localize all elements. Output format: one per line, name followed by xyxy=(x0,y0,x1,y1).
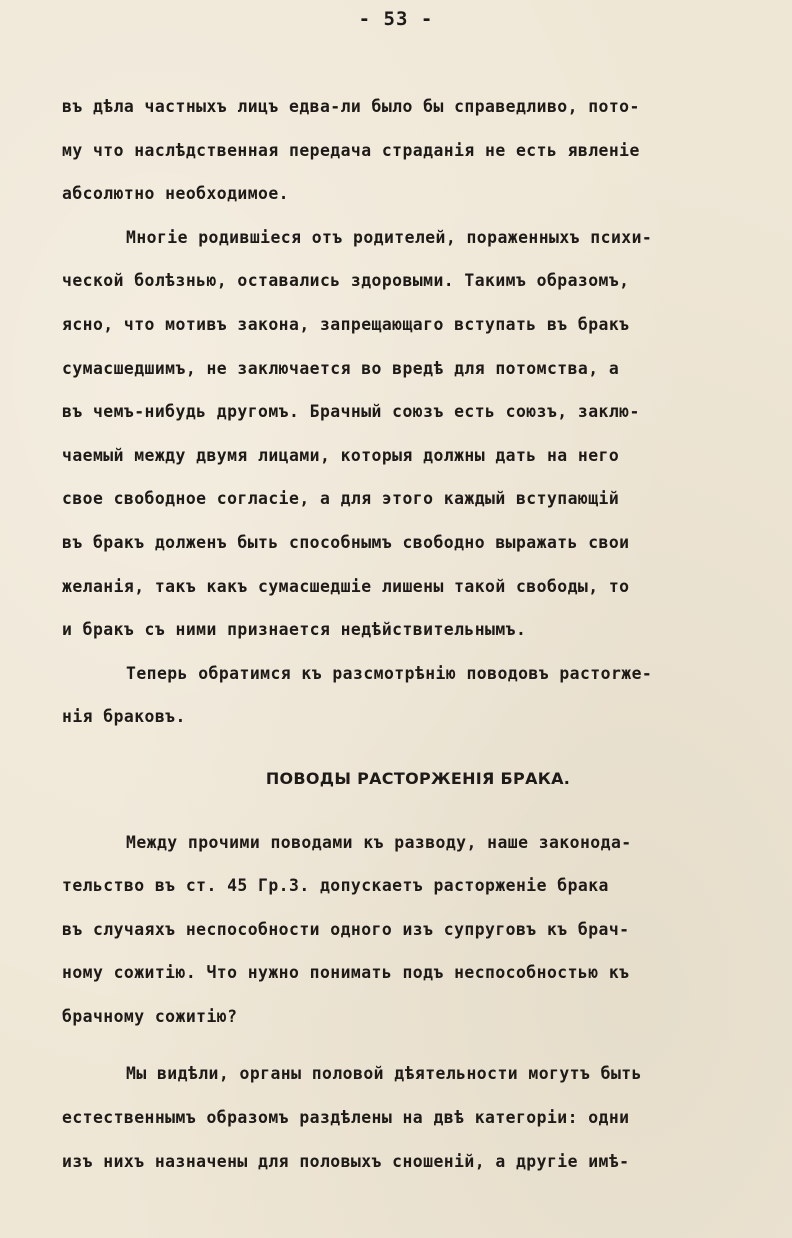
spacer xyxy=(62,1038,774,1052)
spacer xyxy=(62,739,774,749)
text-line: чаемый между двумя лицами, которыя должны дать на него xyxy=(62,445,620,465)
paragraph-continued xyxy=(62,85,774,216)
text-line: нія браковъ. xyxy=(62,707,186,727)
paragraph-organs xyxy=(62,1052,774,1183)
text-line: му что наслѣдственная передача страданія не есть явленіе xyxy=(62,140,640,160)
text-line: Многіе родившіеся отъ родителей, пораженныхъ психи- xyxy=(126,227,653,247)
text-line: естественнымъ образомъ раздѣлены на двѣ категоріи: одни xyxy=(62,1108,630,1128)
text-line: брачному сожитію? xyxy=(62,1006,238,1026)
paragraph-transition xyxy=(62,652,774,739)
text-line: свое свободное согласіе, а для этого каждый вступающій xyxy=(62,489,620,509)
text-line: въ бракъ долженъ быть способнымъ свободно выражать свои xyxy=(62,532,630,552)
text-line: Между прочими поводами къ разводу, наше законода- xyxy=(126,832,632,852)
text-line: тельство въ ст. 45 Гр.З. допускаетъ расторженіе брака xyxy=(62,876,609,896)
text-line: Теперь обратимся къ разсмотрѣнію поводовъ растorже- xyxy=(126,663,653,683)
text-line: Мы видѣли, органы половой дѣятельности могутъ быть xyxy=(126,1064,642,1084)
text-line: сумасшедшимъ, не заключается во вредѣ для потомства, а xyxy=(62,358,620,378)
text-line: ческой болѣзнью, оставались здоровыми. Такимъ образомъ, xyxy=(62,271,630,291)
text-line: въ случаяхъ неспособности одного изъ супруговъ къ брач- xyxy=(62,919,630,939)
text-line: абсолютно необходимое. xyxy=(62,184,289,204)
text-line: желанія, такъ какъ сумасшедшіе лишены такой свободы, то xyxy=(62,576,630,596)
spacer xyxy=(62,811,774,821)
paragraph-heredity xyxy=(62,216,774,652)
section-heading: ПОВОДЫ РАСТОРЖЕНІЯ БРАКА. xyxy=(265,768,571,788)
text-line: и бракъ съ ними признается недѣйствительнымъ. xyxy=(62,620,527,640)
paragraph-divorce-grounds xyxy=(62,821,774,1039)
text-line: въ чемъ-нибудь другомъ. Брачный союзъ есть союзъ, заклю- xyxy=(62,402,640,422)
text-line: въ дѣла частныхъ лицъ едва-ли было бы справедливо, пото- xyxy=(62,97,640,116)
page-number: - 53 - xyxy=(358,8,434,30)
text-line: ясно, что мотивъ закона, запрещающаго вступать въ бракъ xyxy=(62,314,630,334)
text-line: ному сожитію. Что нужно понимать подъ неспособностью къ xyxy=(62,963,630,983)
body-text xyxy=(62,85,774,1183)
text-line: изъ нихъ назначены для половыхъ сношеній, а другіе имѣ- xyxy=(62,1151,630,1171)
